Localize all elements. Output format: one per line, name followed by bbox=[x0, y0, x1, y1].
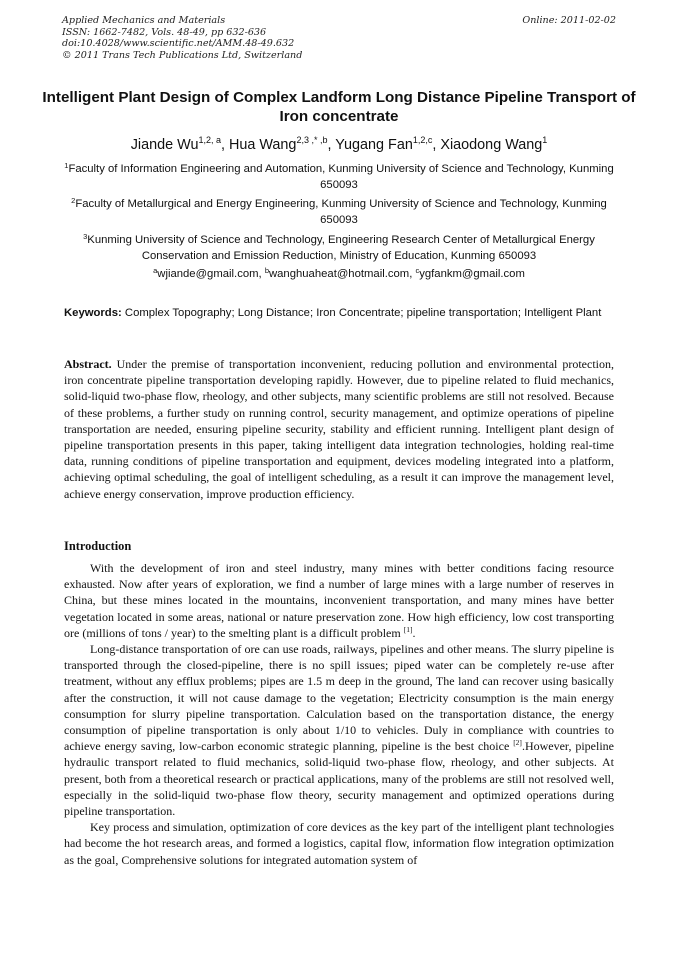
paper-title: Intelligent Plant Design of Complex Landform Long Distance Pipeline Transport of Iron concentrate bbox=[42, 89, 636, 125]
affiliation-text: Faculty of Metallurgical and Energy Engineering, Kunming University of Science and Technology, Kunming 650093 bbox=[75, 198, 607, 226]
keywords bbox=[64, 306, 614, 322]
abstract bbox=[64, 356, 614, 502]
author-sup: 1 bbox=[542, 135, 548, 145]
doi: doi:10.4028/www.scientific.net/AMM.48-49.632 bbox=[62, 38, 295, 50]
keywords-text: Complex Topography; Long Distance; Iron Concentrate; pipeline transportation; Intelligent Plant bbox=[121, 307, 602, 319]
affiliation-sup: 1 bbox=[64, 161, 69, 170]
email-sup: b bbox=[264, 266, 269, 275]
online-date: Online: 2011-02-02 bbox=[522, 15, 616, 26]
copyright: © 2011 Trans Tech Publications Ltd, Switzerland bbox=[62, 49, 303, 61]
paragraph bbox=[64, 560, 614, 641]
affiliation-sup: 3 bbox=[83, 232, 88, 241]
author-name: Jiande Wu bbox=[130, 137, 199, 153]
section-heading-introduction: Introduction bbox=[64, 539, 132, 553]
affiliation-text: Faculty of Information Engineering and Automation, Kunming University of Science and Technology, Kunming 650093 bbox=[68, 163, 614, 191]
paragraph-text: . bbox=[412, 625, 416, 640]
introduction-body bbox=[64, 560, 614, 868]
keywords-label: Keywords: bbox=[64, 307, 122, 319]
affiliation-2 bbox=[58, 197, 620, 229]
paragraph-text: .However, pipeline hydraulic transport related to fluid mechanics, solid-liquid two-phase flow, rheology, and other subjects. At present, both from a theoretical research or practical applications, many of the problems are still not resolved well, especially in the solid-liquid two-phase flow theory, security management and optimized operations during pipeline transportation. bbox=[64, 739, 614, 819]
author-name: Hua Wang bbox=[228, 137, 297, 153]
author-name: Xiaodong Wang bbox=[440, 137, 543, 153]
paragraph bbox=[64, 819, 614, 868]
author-list: Jiande Wu$^{1,2, a}$, Hua Wang$^{2,3 ,* ,b}$, Yugang Fan$^{1,2,c}$, Xiaodong Wang$^1$ bbox=[130, 135, 548, 153]
affiliation-text: Kunming University of Science and Technology, Engineering Research Center of Metallurgical Energy Conservation and Emission Reduction, Ministry of Education, Kunming 650093 bbox=[87, 234, 595, 262]
journal-name: Applied Mechanics and Materials bbox=[62, 15, 226, 26]
affiliation-3 bbox=[58, 233, 620, 265]
paragraph bbox=[64, 641, 614, 819]
email-list bbox=[58, 267, 620, 282]
author-name: Yugang Fan bbox=[335, 137, 413, 153]
abstract-label: Abstract. bbox=[64, 357, 112, 371]
affiliation-sup: 2 bbox=[71, 196, 76, 205]
paragraph-text: Long-distance transportation of ore can use roads, railways, pipelines and other means. The slurry pipeline is transported through the closed-pipeline, there is no spill issues; piped water can be completely re-use after treatment, without any efflux problems; pipes are 1.5 m deep in the ground, The land can recover using basically after the construction, it will not cause damage to the vegetation; Electricity consumption is the main energy consumption for slurry pipeline transportation. Calculation based on the transportation distance, the energy consumption of pipeline transportation is only about 1/10 to vehicles. Duly in compliance with countries to achieve energy saving, low-carbon economic strategic planning, pipeline is the best choice bbox=[64, 642, 614, 754]
citation-ref[interactable]: [1] bbox=[403, 624, 413, 634]
affiliation-1 bbox=[58, 162, 620, 194]
issn: ISSN: 1662-7482, Vols. 48-49, pp 632-636 bbox=[62, 26, 267, 38]
abstract-text: Under the premise of transportation inconvenient, reducing pollution and environmental protection, iron concentrate pipeline transportation developing rapidly. However, due to pipeline related to fluid mechanics, solid-liquid two-phase flow, rheology, and other subjects, many scientific problems are still not resolved. Because of these problems, a further study on running control, security management, and optimize operations of pipeline transportation are needed, ensuring pipeline security, stability and efficient running. Intelligent plant design of pipeline transportation presents in this paper, taking intelligent data integration technologies, holding real-time data, running conditions of pipeline transportation and equipment, devices modeling integrated into a platform, achieving optimal scheduling, the goal of intelligent scheduling, as a result it can improve the management level, achieve energy conservation, improve production efficiency. bbox=[64, 357, 614, 501]
email-link[interactable]: ygfankm@gmail.com bbox=[419, 268, 525, 280]
journal-header bbox=[62, 15, 616, 61]
email-link[interactable]: wjiande@gmail.com, bbox=[157, 268, 265, 280]
email-sup: a bbox=[153, 266, 158, 275]
citation-ref[interactable]: [2] bbox=[513, 738, 522, 748]
email-link[interactable]: wanghuaheat@hotmail.com, bbox=[268, 268, 416, 280]
author-sup: 1,2,c bbox=[412, 135, 433, 145]
author-sup: 2,3 ,* ,b bbox=[296, 135, 328, 145]
paragraph-text: Key process and simulation, optimization of core devices as the key part of the intelligent plant technologies had become the hot research areas, and formed a logistics, capital flow, information flow integration optimization as the goal, Comprehensive solutions for integrated automation system of bbox=[64, 820, 614, 867]
author-sup: 1,2, a bbox=[198, 135, 221, 145]
paragraph-text: With the development of iron and steel industry, many mines with better conditions facing resource exhausted. Now after years of exploration, we find a number of large mines with a large number of reserves in China, but these mines located in the mountains, inconvenient transportation, and many mines have better vegetation located in some areas, national or nature preservation zone. How high efficiency, low cost transporting ore (millions of tons / year) to the smelting plant is a difficult problem bbox=[64, 561, 614, 640]
email-sup: c bbox=[415, 266, 420, 275]
